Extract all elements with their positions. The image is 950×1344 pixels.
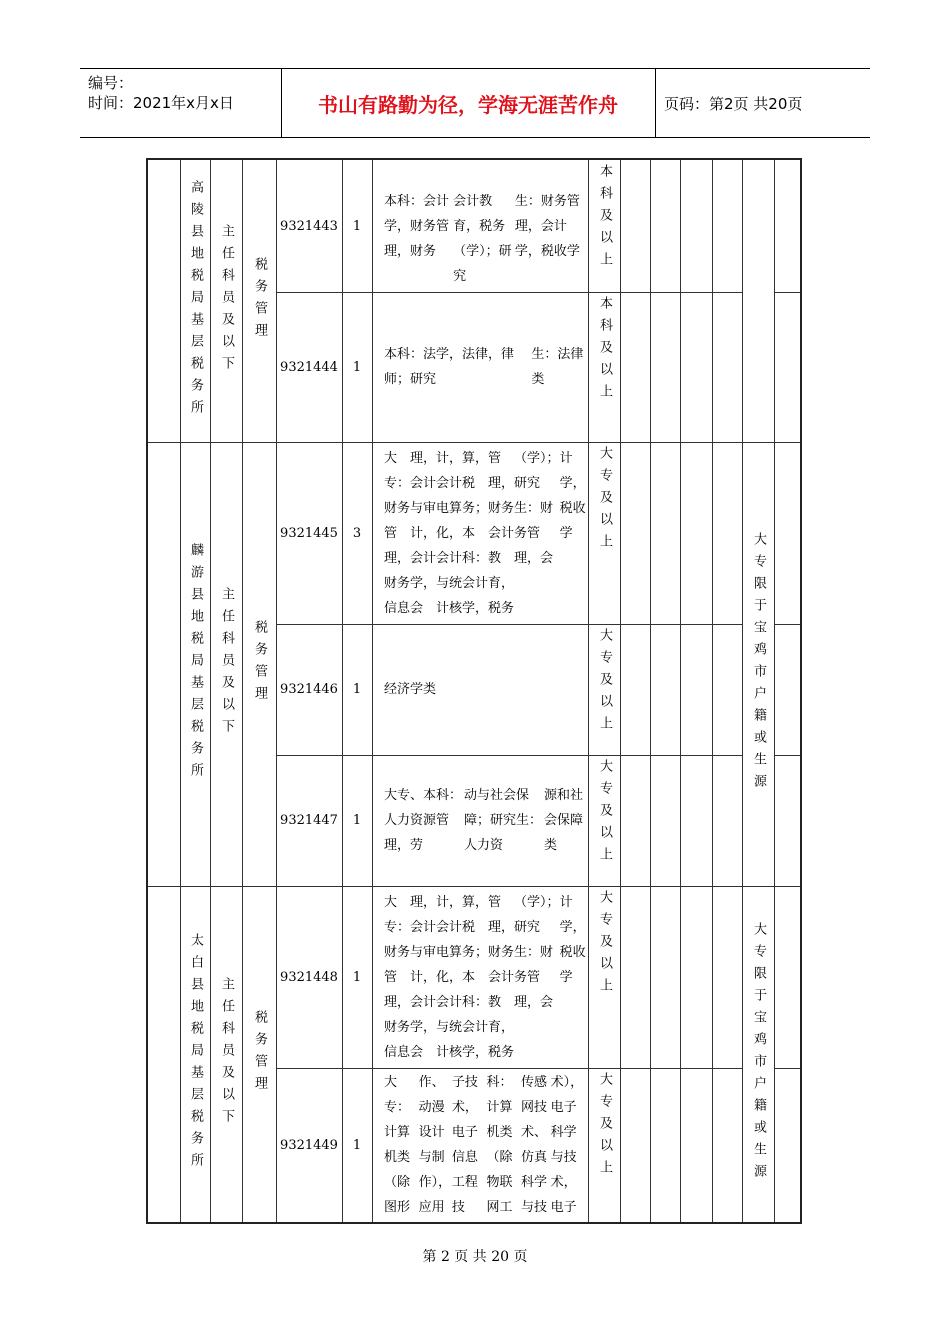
headcount-cell: 1 (352, 218, 362, 234)
education-cell (588, 624, 620, 755)
headcount-cell: 3 (352, 525, 362, 541)
position-code-cell: 9321443 (280, 218, 338, 234)
major-line: 大专：财务管理，财务信息 (384, 895, 411, 1060)
education-text: 本科及以上 (597, 296, 612, 406)
duty-text: 税务管理 (252, 257, 267, 345)
header-motto: 书山有路勤为径，学海无涯苦作舟 (318, 92, 618, 117)
major-requirement-cell (372, 624, 588, 755)
major-line: 生：财务管理，会计学，税收学 (514, 194, 580, 259)
column-divider (650, 160, 651, 1222)
time-label: 时间：2021年x月x日 (88, 94, 234, 112)
headcount-cell: 1 (352, 359, 362, 375)
major-line: 会计教育，税务（学）；研究 (453, 194, 512, 284)
position-code-cell: 9321445 (280, 525, 338, 541)
major-line: 动与社会保障；研究生：人力资 (464, 788, 543, 853)
position-code-cell: 9321449 (280, 1137, 338, 1153)
major-line: 大专：财务管理，财务信息 (384, 451, 411, 616)
major-line: 计，会计电算化，会计与统计核 (436, 895, 463, 1060)
major-line: 科：计算机类（除物联网工 (486, 1075, 513, 1215)
position-code-cell: 9321448 (280, 969, 338, 985)
education-cell (588, 160, 620, 292)
major-requirement-cell (372, 292, 588, 442)
column-divider (712, 160, 713, 1222)
page-footer: 第 2 页 共 20 页 (422, 1249, 528, 1265)
unit-text: 太白县地税局基层税务所 (188, 933, 203, 1175)
education-text: 大专及以上 (597, 759, 612, 869)
major-requirement-cell (372, 160, 588, 292)
major-line: （学）；研究生：财务管理，会 (514, 451, 560, 566)
major-line: 算，税务；本科：会计学， (462, 451, 489, 616)
education-cell (588, 442, 620, 624)
unit-cell (180, 442, 210, 886)
education-cell (588, 1068, 620, 1222)
major-line: 子技术，电子信息工程技 (451, 1075, 478, 1215)
major-line: 大专：计算机类（除图形 (384, 1075, 411, 1215)
education-text: 大专及以上 (597, 446, 612, 556)
headcount-cell: 1 (352, 1137, 362, 1153)
unit-cell (180, 886, 210, 1222)
education-cell (588, 886, 620, 1068)
major-line: （学）；研究生：财务管理，会 (514, 895, 560, 1010)
major-line: 管理，财务会计教育，税务 (488, 895, 515, 1060)
education-text: 大专及以上 (597, 890, 612, 1000)
major-line: 大专、本科：人力资源管理，劳 (384, 788, 463, 853)
recruitment-table (146, 158, 802, 1224)
unit-text: 麟游县地税局基层税务所 (188, 543, 203, 785)
remark-text: 大专限于宝鸡市户籍或生源 (751, 532, 766, 796)
row-divider (774, 1068, 800, 1069)
major-line: 计，会计电算化，会计与统计核 (436, 451, 463, 616)
position-text: 主任科员及以下 (219, 587, 234, 741)
major-line: 生：法律类 (531, 347, 584, 387)
major-line: 作、动漫设计与制作），应用 (418, 1075, 452, 1215)
column-divider (774, 160, 775, 1222)
position-code-cell: 9321444 (280, 359, 338, 375)
column-divider (680, 160, 681, 1222)
headcount-cell: 1 (352, 969, 362, 985)
remark-cell (742, 442, 774, 886)
education-cell (588, 755, 620, 886)
major-line: 源和社会保障类 (544, 788, 584, 853)
major-line: 理，会计与审计，会计学，会 (410, 895, 437, 1060)
duty-cell (242, 160, 276, 442)
major-line: 本科：法学，法律，律师；研究 (384, 347, 515, 387)
major-requirement-cell (372, 886, 588, 1068)
position-text: 主任科员及以下 (219, 224, 234, 378)
education-text: 大专及以上 (597, 628, 612, 738)
education-text: 大专及以上 (597, 1072, 612, 1182)
headcount-cell: 1 (352, 682, 362, 697)
unit-cell (180, 160, 210, 442)
duty-cell (242, 886, 276, 1222)
major-requirement-cell (372, 442, 588, 624)
remark-cell (742, 160, 774, 442)
position-code-cell: 9321446 (280, 682, 338, 697)
row-divider (774, 292, 800, 293)
position-cell (210, 886, 242, 1222)
remark-text: 大专限于宝鸡市户籍或生源 (751, 922, 766, 1186)
major-line: 传感网技术、仿真科学与技 (521, 1075, 548, 1215)
row-divider (774, 755, 800, 756)
major-line: 本科：会计学，财务管理，财务 (384, 194, 450, 259)
major-requirement-cell (372, 1068, 588, 1222)
position-code-cell: 9321447 (280, 813, 338, 828)
header-page-info: 页码：第2页 共20页 (664, 94, 803, 113)
major-line: 计学，税收学 (559, 451, 586, 541)
education-text: 本科及以上 (597, 164, 612, 274)
major-line: 管理，财务会计教育，税务 (488, 451, 515, 616)
major-line: 经济学类 (384, 682, 437, 697)
page-header (80, 68, 870, 138)
major-line: 理，会计与审计，会计学，会 (410, 451, 437, 616)
header-meta (88, 73, 234, 113)
unit-text: 高陵县地税局基层税务所 (188, 180, 203, 422)
number-label: 编号： (88, 74, 134, 92)
major-line: 术），电子科学与技术，电子 (550, 1075, 584, 1215)
row-divider (774, 624, 800, 625)
header-divider (655, 69, 656, 137)
education-cell (588, 292, 620, 442)
position-cell (210, 442, 242, 886)
major-line: 算，税务；本科：会计学， (462, 895, 489, 1060)
major-line: 计学，税收学 (559, 895, 586, 985)
duty-text: 税务管理 (252, 1010, 267, 1098)
major-requirement-cell (372, 755, 588, 886)
position-text: 主任科员及以下 (219, 977, 234, 1131)
column-divider (620, 160, 621, 1222)
remark-cell (742, 886, 774, 1222)
duty-text: 税务管理 (252, 620, 267, 708)
position-cell (210, 160, 242, 442)
duty-cell (242, 442, 276, 886)
headcount-cell: 1 (352, 813, 362, 828)
